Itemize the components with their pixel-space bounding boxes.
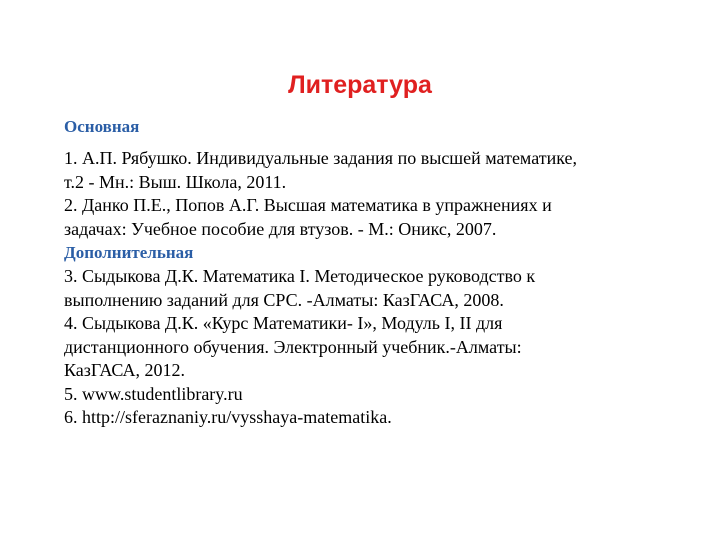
section-heading-additional: Дополнительная — [64, 243, 194, 262]
slide-title: Литература — [288, 71, 432, 99]
reference-entry-2 — [64, 194, 684, 241]
reference-line: дистанционного обучения. Электронный учебник.-Алматы: — [64, 336, 522, 357]
reference-entry-4 — [64, 312, 684, 383]
reference-line: 3. Сыдыкова Д.К. Математика I. Методическое руководство к — [64, 266, 536, 286]
reference-line: 5. www.studentlibrary.ru — [64, 383, 243, 404]
reference-line: задачах: Учебное пособие для втузов. - М.: Оникс, 2007. — [64, 218, 497, 239]
reference-line: 6. http://sferaznaniy.ru/vysshaya-matematika. — [64, 407, 392, 427]
reference-line: 4. Сыдыкова Д.К. «Курс Математики- I», Модуль I, II для — [64, 313, 503, 333]
reference-entry-3 — [64, 265, 684, 312]
reference-line: 2. Данко П.Е., Попов А.Г. Высшая математика в упражнениях и — [64, 195, 552, 215]
section-heading-main: Основная — [64, 117, 140, 136]
reference-entry-1 — [64, 147, 684, 194]
reference-entry-5 — [64, 383, 684, 407]
slide-body — [64, 115, 684, 430]
reference-entry-6 — [64, 406, 684, 430]
reference-line: КазГАСА, 2012. — [64, 360, 186, 380]
reference-line: 1. А.П. Рябушко. Индивидуальные задания по высшей математике, — [64, 148, 578, 168]
reference-line: выполнению заданий для СРС. -Алматы: КазГАСА, 2008. — [64, 289, 504, 310]
reference-line: т.2 - Мн.: Выш. Школа, 2011. — [64, 171, 287, 192]
